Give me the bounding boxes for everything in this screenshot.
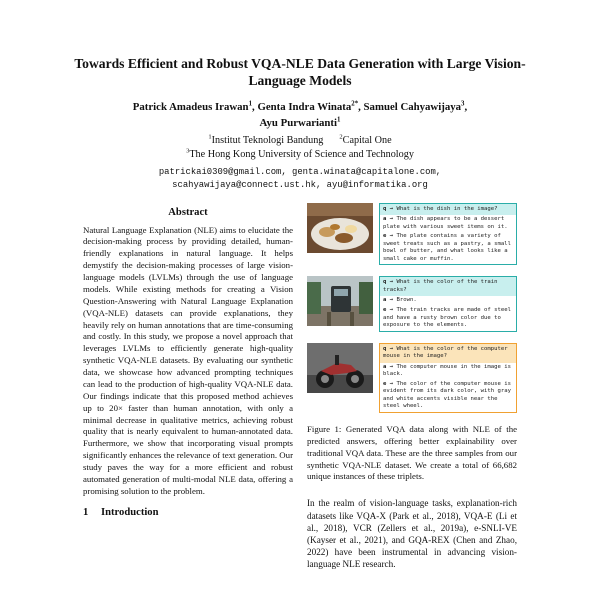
figure-photo-dessert	[307, 203, 373, 253]
introduction-paragraph: In the realm of vision-language tasks, explanation-rich datasets like VQA-X (Park et al., 2018), VQA-E (Li et al., 2018), VCR (Zellers et al., 2019a), e-SNLI-VE (Kayser et al., 2021), and GQA-REX (Chen and Zhao, 2022) have been instrumental in advancing vision-language NLE research.	[307, 498, 517, 570]
qa-box-dessert	[379, 203, 517, 266]
e-label: e →	[383, 233, 394, 240]
affiliation-2: $^2$Capital One	[339, 133, 392, 147]
answer-text: a → Brown.	[383, 297, 417, 304]
qa-box-train	[379, 276, 517, 331]
figure-caption: Figure 1: Generated VQA data along with NLE of the predicted answers, offering better explainability over traditional VQA data. These are the three samples from our synthetic VQA-NLE dataset. We create a total of 66,682 unique instances of these triplets.	[307, 423, 517, 482]
e-label: e →	[383, 380, 394, 387]
question-text: q → What is the color of the train tracks?	[380, 277, 516, 296]
section-title: Introduction	[101, 506, 159, 518]
a-label: a →	[383, 363, 394, 370]
affiliations	[83, 134, 517, 162]
affiliation-line-2	[83, 148, 517, 162]
email-line-1: patrickai0309@gmail.com, genta.winata@capitalone.com,	[158, 166, 442, 177]
affiliation-1: $^1$Institut Teknologi Bandung	[208, 133, 324, 147]
email-line-2: scahyawijaya@connect.ust.hk, ayu@informatika.org	[172, 180, 428, 191]
answer-text: a → The dish appears to be a dessert plate with various sweet items on it.	[383, 216, 508, 230]
affiliation-3: $^3$The Hong Kong University of Science and Technology	[186, 147, 414, 161]
affiliation-line-1	[83, 134, 517, 148]
figure-sample-3	[307, 343, 517, 413]
a-label: a →	[383, 216, 394, 223]
author-3: Samuel Cahyawijaya$^3$,	[363, 100, 468, 113]
figure-sample-1	[307, 203, 517, 266]
figure-sample-2	[307, 276, 517, 331]
right-column	[307, 203, 517, 571]
a-label: a →	[383, 297, 394, 304]
e-label: e →	[383, 306, 394, 313]
explanation-text: e → The color of the computer mouse is evident from its dark color, with gray and white accents visible near the steel wheel.	[383, 380, 511, 410]
section-heading-introduction	[83, 507, 293, 518]
question-text: q → What is the dish in the image?	[380, 204, 516, 216]
explanation-text: e → The train tracks are made of steel and have a rusty brown color due to exposure to the elements.	[383, 306, 511, 329]
author-emails	[83, 166, 517, 193]
author-4: Ayu Purwarianti$^1$	[259, 116, 341, 129]
abstract-text: Natural Language Explanation (NLE) aims to elucidate the decision-making process by providing detailed, human-friendly explanations in natural language. It helps demystify the decision-making processes of large vision-language models (LVLMs) through the use of language models. While existing methods for creating a Vision Question-Answering with Natural Language Explanation (VQA-NLE) datasets can provide explanations, they heavily rely on human annotations that are time-consuming and costly. In this study, we propose a novel approach that leverages LVLMs to efficiently generate high-quality synthetic VQA-NLE datasets. By evaluating our synthetic data, we showcase how advanced prompting techniques can lead to the production of high-quality VQA-NLE data. Our findings indicate that this proposed method achieves up to 20× faster than human annotation, with only a minimal decrease in qualitative metrics, achieving robust quality that is nearly equivalent to human-annotated data. Furthermore, we show that incorporating visual prompts significantly enhances the relevance of text generation. Our study paves the way for a more efficient and robust automated generation of multi-modal NLE data, offering a promising solution to the problem.	[83, 224, 293, 496]
q-label: q →	[383, 345, 394, 352]
question-text: q → What is the color of the computer mouse in the image?	[380, 344, 516, 363]
author-line	[83, 100, 517, 131]
left-column	[83, 203, 293, 571]
abstract-heading: Abstract	[168, 206, 208, 218]
author-1: Patrick Amadeus Irawan$^1$,	[132, 100, 258, 113]
section-number: 1	[83, 506, 89, 518]
figure-photo-train	[307, 276, 373, 326]
author-2: Genta Indra Winata$^{2*}$,	[257, 100, 364, 113]
explanation-text: e → The plate contains a variety of sweet treats such as a pastry, a small bowl of butter, and what looks like a small cake or muffin.	[383, 233, 511, 262]
qa-box-motorcycle	[379, 343, 517, 413]
q-label: q →	[383, 279, 394, 286]
figure-1	[307, 203, 517, 484]
q-label: q →	[383, 205, 394, 212]
answer-text: a → The computer mouse in the image is black.	[383, 363, 511, 378]
figure-photo-motorcycle	[307, 343, 373, 393]
paper-title: Towards Efficient and Robust VQA-NLE Data Generation with Large Vision-Language Models	[74, 56, 526, 88]
